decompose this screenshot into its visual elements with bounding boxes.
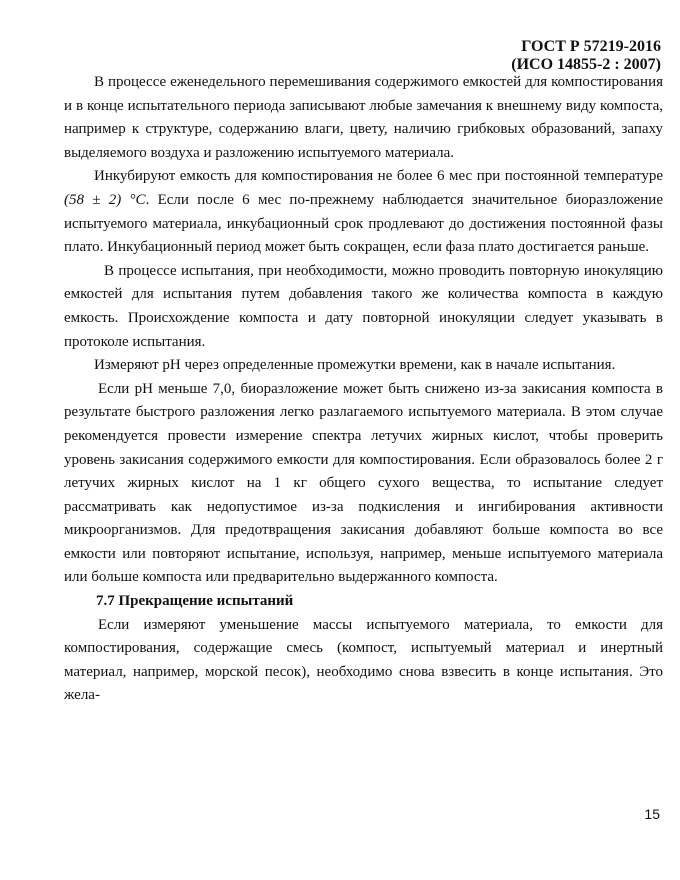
paragraph-incubation [64,165,663,259]
page-number: 15 [644,806,660,822]
paragraph-weekly-mixing: В процессе еженедельного перемешивания содержимого емкостей для компостирования и в конце испытательного периода записывают любые замечания к внешнему виду компоста, например к структуре, содержанию влаги, цвету, наличию грибковых образований, запаху выделяемого воздуха и разложению испытуемого материала. [64,74,663,161]
iso-reference: (ИСО 14855-2 : 2007) [511,56,661,73]
paragraph-incubation-text-end: . Если после 6 мес по-прежнему наблюдается значительное биоразложение испытуемого материала, инкубационный срок продлевают до достижения постоянной фазы плато. Инкубационный период может быть сокращен, если фаза плато достигается раньше. [64,191,663,256]
paragraph-incubation-text-start: Инкубируют емкость для компостирования не более 6 мес при постоянной температуре [94,168,663,185]
document-header [511,38,661,74]
paragraph-ph-measurement: Измеряют рН через определенные промежутки времени, как в начале испытания. [94,357,616,374]
paragraph-acidification: Если рН меньше 7,0, биоразложение может быть снижено из-за закисания компоста в результате быстрого разложения легко разлагаемого испытуемого материала. В этом случае рекомендуется провести измерение спектра летучих жирных кислот, чтобы проверить уровень закисания содержимого емкости для компостирования. Если образовалось более 2 г летучих жирных кислот на 1 кг общего сухого вещества, то испытание следует рассматривать как недопустимое из-за подкисления и ингибирования активности микроорганизмов. Для предотвращения закисания добавляют больше компоста во все емкости или повторяют испытание, используя, например, меньше испытуемого материала или больше компоста или предварительно выдержанного компоста. [64,380,663,586]
standard-number: ГОСТ Р 57219-2016 [521,38,661,55]
paragraph-termination: Если измеряют уменьшение массы испытуемого материала, то емкости для компостирования, содержащие смесь (компост, испытуемый материал и инертный материал, например, морской песок), необходимо снова взвесить в конце испытания. Это жела- [64,616,663,704]
temperature-formula: (58 ± 2) °С [64,191,146,208]
document-body [64,71,663,708]
section-heading: 7.7 Прекращение испытаний [96,593,294,610]
paragraph-reinoculation: В процессе испытания, при необходимости, можно проводить повторную инокуляцию емкостей для испытания путем добавления такого же количества компоста в каждую емкость. Происхождение компоста и дату повторной инокуляции следует указывать в протоколе испытания. [64,262,663,350]
